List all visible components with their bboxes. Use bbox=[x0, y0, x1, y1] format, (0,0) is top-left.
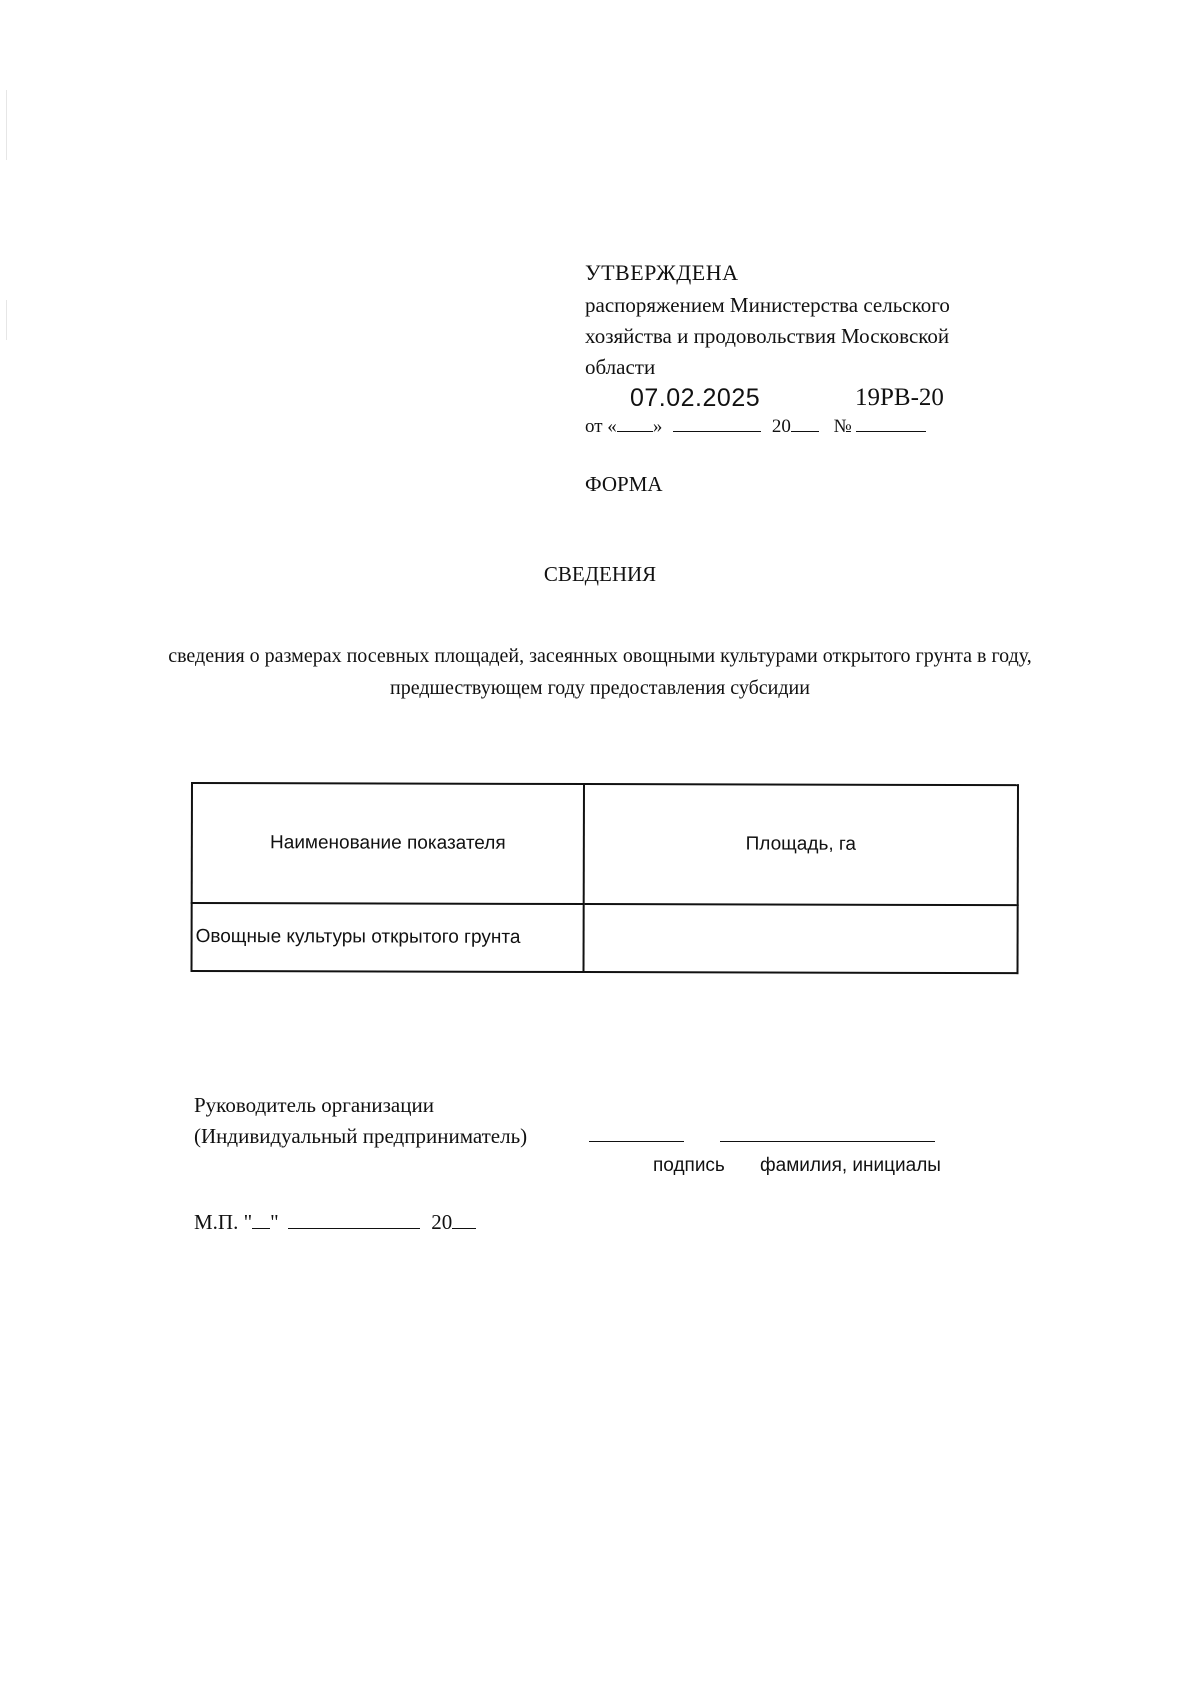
header-area: Площадь, га bbox=[584, 784, 1018, 905]
info-title: СВЕДЕНИЯ bbox=[543, 562, 657, 586]
scan-artifact bbox=[6, 90, 7, 160]
stamp-day-blank[interactable] bbox=[252, 1210, 270, 1229]
form-label: ФОРМА bbox=[585, 472, 663, 496]
stamp-prefix: М.П. " bbox=[194, 1210, 253, 1234]
signatory-role-line-2: (Индивидуальный предприниматель) bbox=[194, 1124, 528, 1148]
stamp-date-line bbox=[194, 1210, 476, 1235]
header-indicator-name: Наименование показателя bbox=[192, 783, 584, 904]
handwritten-number: 19РВ-20 bbox=[855, 384, 944, 411]
order-reference-line bbox=[585, 413, 926, 438]
stamp-year-blank[interactable] bbox=[452, 1210, 476, 1229]
area-table bbox=[191, 782, 1019, 974]
signature-caption: подпись bbox=[653, 1155, 725, 1176]
row-indicator-name: Овощные культуры открытого грунта bbox=[192, 903, 584, 972]
table-header-row bbox=[192, 783, 1018, 905]
order-number-sign: № bbox=[833, 416, 852, 437]
order-year-prefix: 20 bbox=[771, 416, 791, 437]
order-prefix: от « bbox=[585, 416, 617, 437]
day-blank bbox=[617, 413, 653, 432]
month-blank bbox=[673, 413, 761, 432]
scan-artifact bbox=[6, 300, 7, 340]
row-area-value[interactable] bbox=[584, 904, 1018, 973]
stamp-year-prefix: 20 bbox=[431, 1210, 453, 1234]
year-blank bbox=[791, 413, 819, 432]
approval-line-2: хозяйства и продовольствия Московской bbox=[585, 324, 950, 348]
approval-line-3: области bbox=[585, 355, 656, 379]
approval-line-1: распоряжением Министерства сельского bbox=[585, 293, 950, 317]
signature-blank[interactable] bbox=[589, 1141, 684, 1142]
approval-block bbox=[585, 258, 1025, 383]
name-initials-blank[interactable] bbox=[720, 1141, 935, 1142]
stamp-month-blank[interactable] bbox=[288, 1210, 420, 1229]
number-blank bbox=[856, 413, 926, 432]
name-initials-caption: фамилия, инициалы bbox=[760, 1155, 941, 1176]
signatory-role-line-1: Руководитель организации bbox=[194, 1093, 434, 1117]
approval-title: УТВЕРЖДЕНА bbox=[585, 260, 739, 285]
handwritten-date: 07.02.2025 bbox=[630, 384, 761, 412]
stamp-quote-close: " bbox=[270, 1210, 279, 1234]
order-quote-close: » bbox=[652, 416, 663, 437]
signatory-role bbox=[194, 1090, 527, 1152]
info-description: сведения о размерах посевных площадей, засеянных овощными культурами открытого грунта в году, предшествующем году предоставления субсидии bbox=[168, 645, 1032, 699]
table-row bbox=[192, 903, 1018, 973]
